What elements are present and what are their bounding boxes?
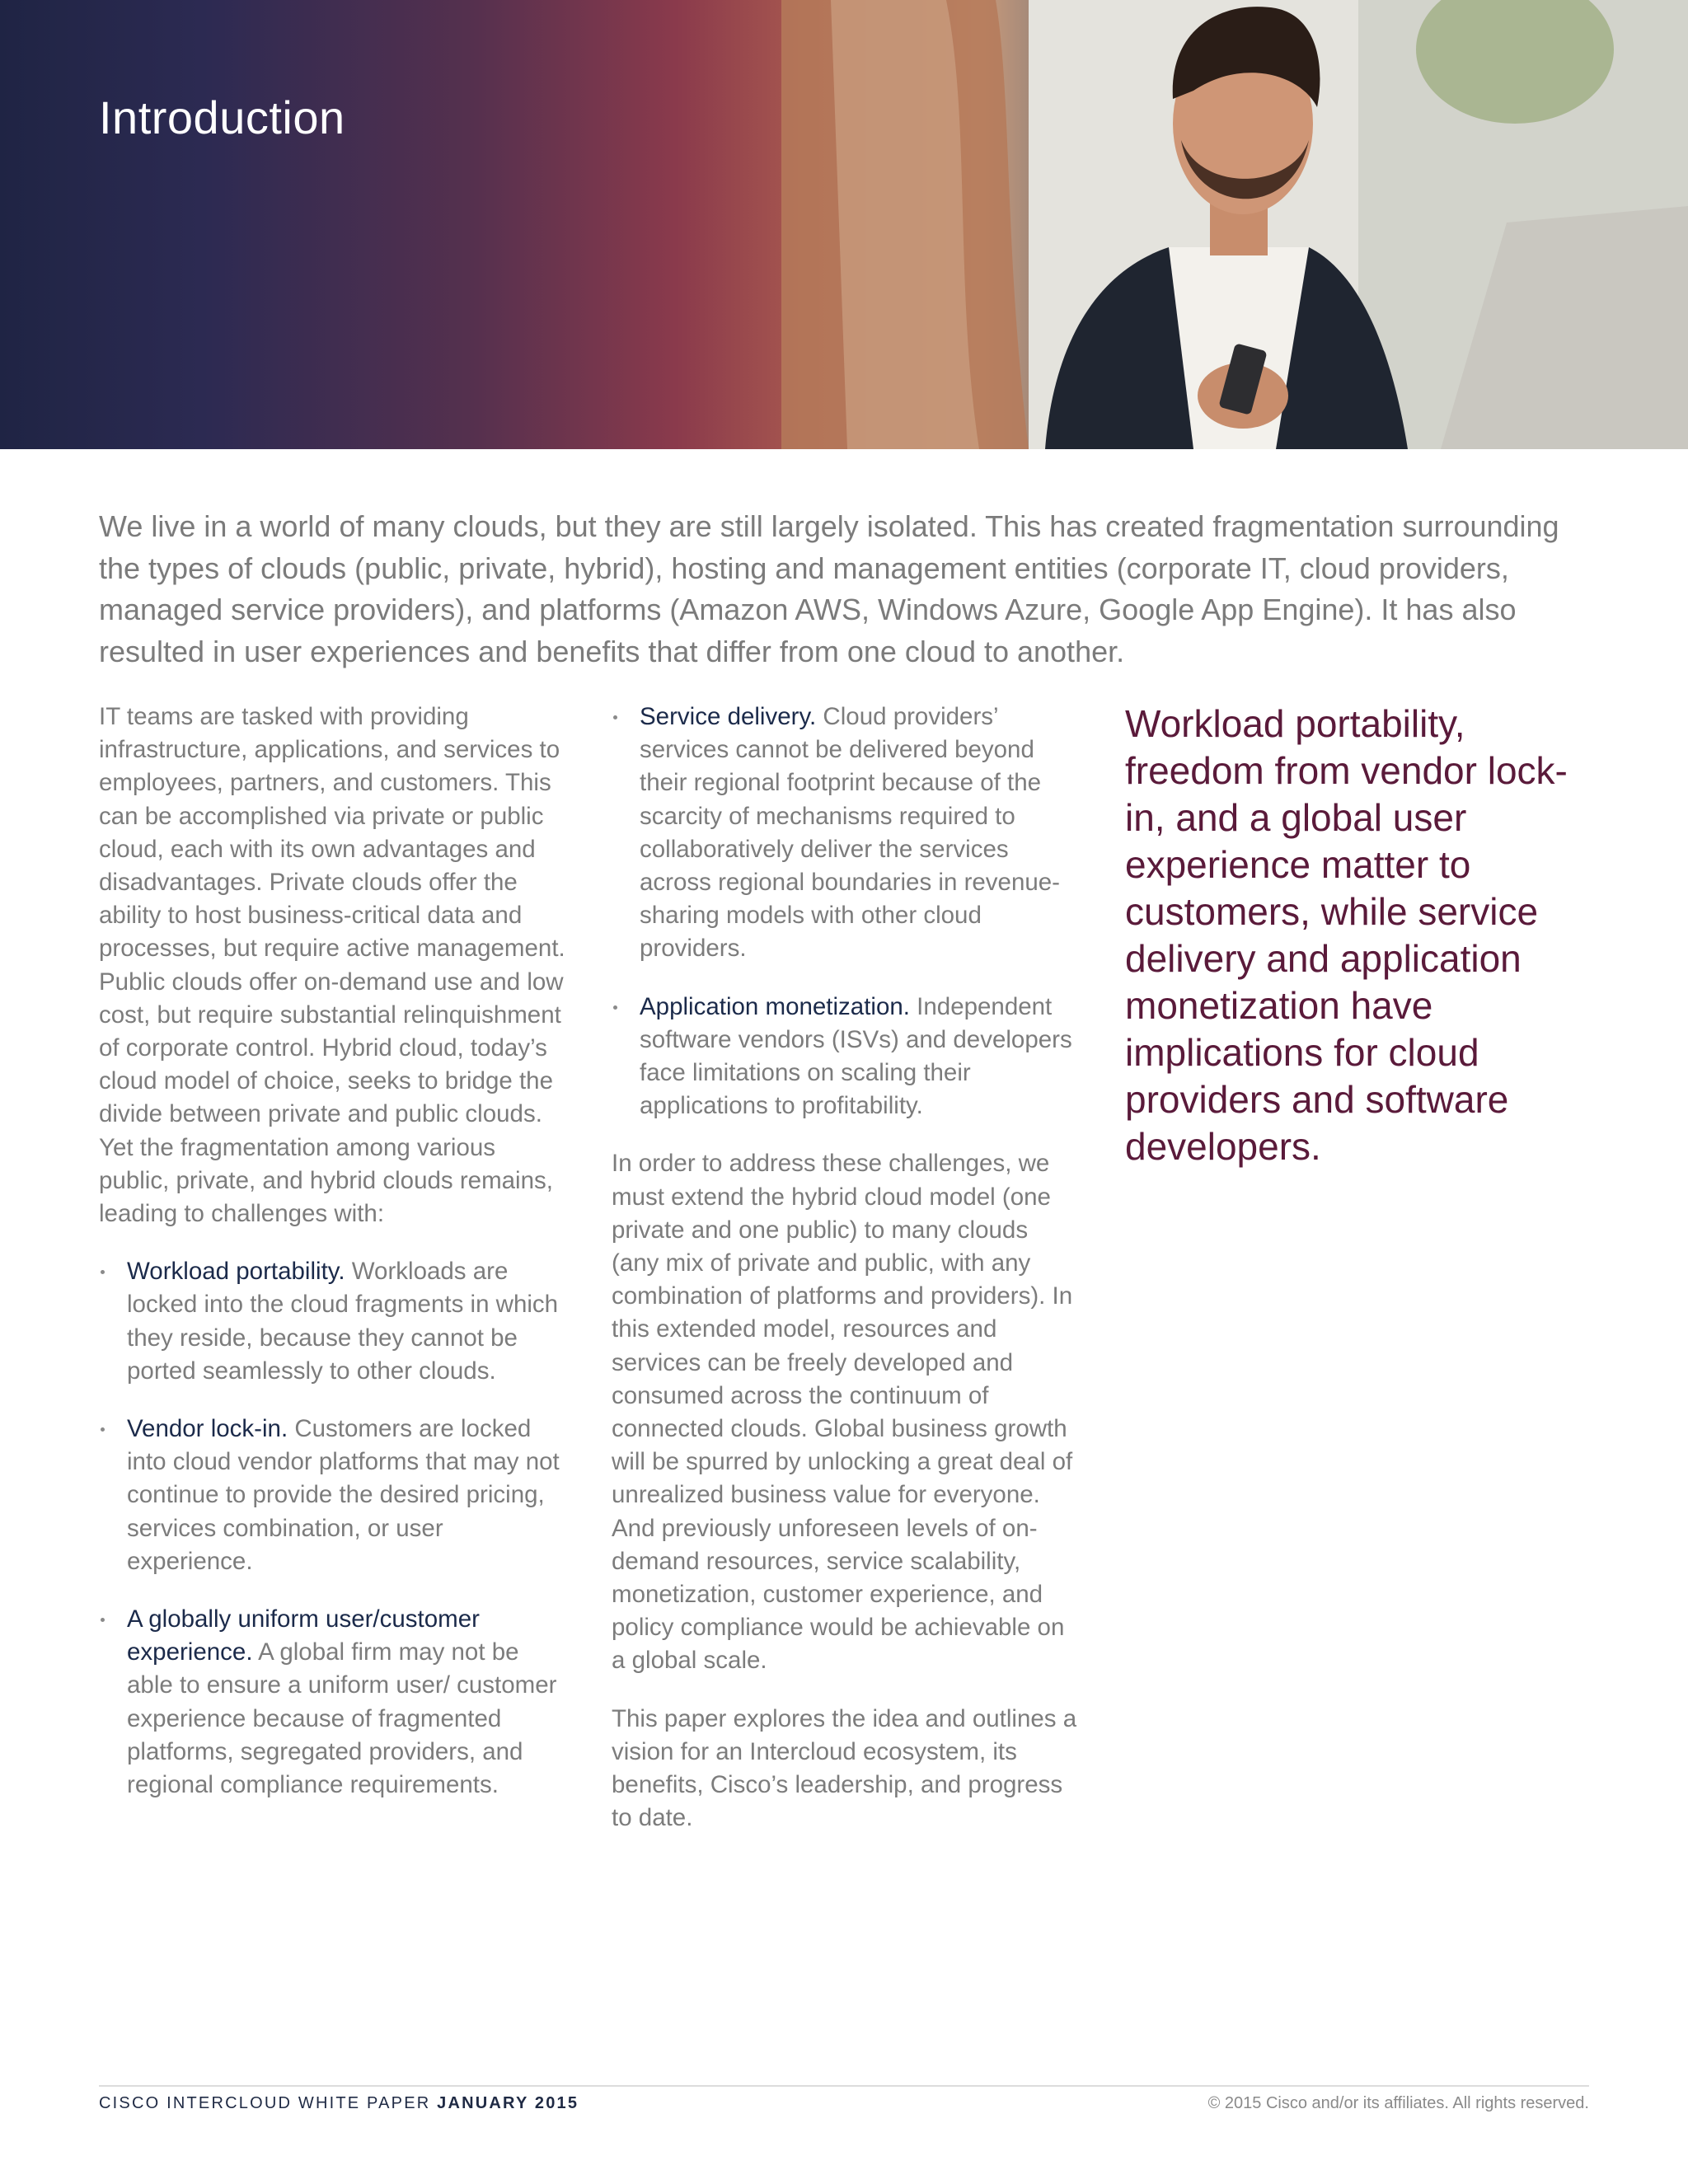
hero-photo	[781, 0, 1688, 449]
list-item-text: Customers are locked into cloud vendor platforms that may not continue to provide the desired pricing, services combination, or user experience.	[127, 1415, 560, 1575]
list-item-lead: Vendor lock-in.	[127, 1415, 288, 1443]
list-item-text: Cloud providers’ services cannot be delivered beyond their regional footprint because of the scarcity of mechanisms required to collaboratively deliver the services across regional boundaries in revenue-sharing models with other cloud providers.	[640, 703, 1060, 963]
body-paragraph: This paper explores the idea and outlines a vision for an Intercloud ecosystem, its benefits, Cisco’s leadership, and progress to date.	[612, 1704, 1077, 1832]
footer-publication	[99, 2094, 579, 2113]
challenge-list	[99, 1255, 569, 1802]
column-middle	[612, 701, 1077, 1860]
list-item-lead: Workload portability.	[127, 1258, 345, 1286]
list-item	[612, 701, 1077, 966]
list-item-text: Independent software vendors (ISVs) and developers face limitations on scaling their applications to profitability.	[640, 992, 1072, 1120]
hero-banner	[0, 0, 1688, 449]
challenge-list-continued	[612, 701, 1077, 1122]
list-item	[99, 1413, 569, 1578]
column-left	[99, 701, 569, 1826]
footer-copyright: © 2015 Cisco and/or its affiliates. All rights reserved.	[1207, 2094, 1589, 2112]
footer-date: JANUARY 2015	[437, 2094, 579, 2112]
body-paragraph: IT teams are tasked with providing infrastructure, applications, and services to employees, partners, and customers. This can be accomplished via private or public cloud, each with its own advantages and disadvantages. Private clouds offer the ability to host business-critical data and processes, but require active management. Public clouds offer on-demand use and low cost, but require substantial relinquishment of corporate control. Hybrid cloud, today’s cloud model of choice, seeks to bridge the divide between private and public clouds. Yet the fragmentation among various public, private, and hybrid clouds remains, leading to challenges with:	[99, 703, 565, 1228]
footer-divider	[99, 2085, 1589, 2087]
list-item	[99, 1603, 569, 1802]
list-item-lead: Application monetization.	[640, 992, 910, 1020]
list-item-text: A global firm may not be able to ensure a uniform user/ customer experience because of fragmented platforms, segregated providers, and regional compliance requirements.	[127, 1638, 557, 1799]
list-item	[99, 1255, 569, 1388]
page-title: Introduction	[99, 91, 345, 143]
list-item-text: Workloads are locked into the cloud fragments in which they reside, because they cannot be ported seamlessly to other clouds.	[127, 1258, 559, 1385]
list-item	[612, 991, 1077, 1123]
list-item-lead: Service delivery.	[640, 703, 817, 730]
intro-paragraph: We live in a world of many clouds, but they are still largely isolated. This has created fragmentation surrounding the types of clouds (public, private, hybrid), hosting and management entities (corporate IT, cloud providers, managed service providers), and platforms (Amazon AWS, Windows Azure, Google App Engine). It has also resulted in user experiences and benefits that differ from one cloud to another.	[99, 509, 1559, 668]
pull-quote: Workload portability, freedom from vendor lock-in, and a global user experience matter to customers, while service delivery and application monetization have implications for cloud providers and software developers.	[1125, 702, 1568, 1168]
footer-title: CISCO INTERCLOUD WHITE PAPER	[99, 2094, 438, 2112]
body-paragraph: In order to address these challenges, we must extend the hybrid cloud model (one private and one public) to many clouds (any mix of private and public, with any combination of platforms and providers). In this extended model, resources and services can be freely developed and consumed across the continuum of connected clouds. Global business growth will be spurred by unlocking a great deal of unrealized business value for everyone. And previously unforeseen levels of on-demand resources, service scalability, monetization, customer experience, and policy compliance would be achievable on a global scale.	[612, 1150, 1073, 1675]
list-item-lead: A globally uniform user/customer experience.	[127, 1605, 480, 1666]
